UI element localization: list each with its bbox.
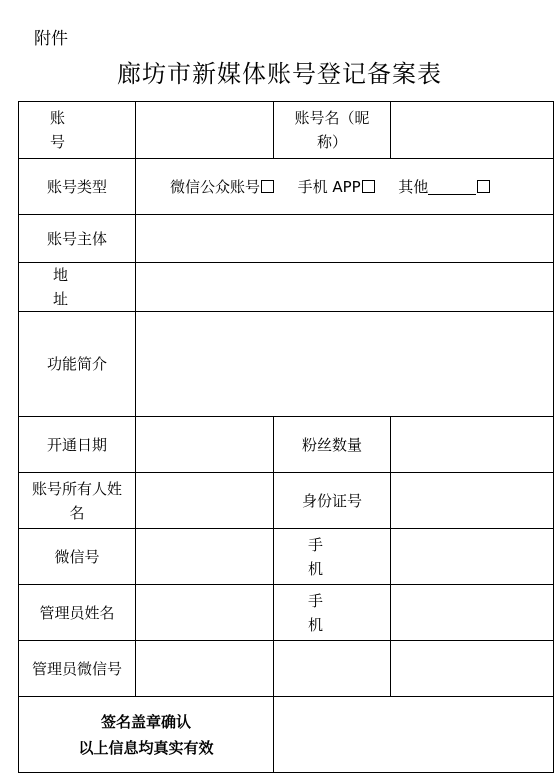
admin-wechat-label: 管理员微信号 [19, 641, 136, 697]
function-label: 功能简介 [19, 312, 136, 417]
account-owner-label: 账号主体 [19, 215, 136, 263]
account-field[interactable] [136, 102, 274, 159]
wechat-id-field[interactable] [136, 529, 274, 585]
open-date-label: 开通日期 [19, 417, 136, 473]
other-checkbox[interactable] [477, 180, 490, 193]
id-number-field[interactable] [391, 473, 554, 529]
empty-label-cell [274, 641, 391, 697]
page-title: 廊坊市新媒体账号登记备案表 [117, 60, 442, 88]
address-label: 地 址 [19, 263, 136, 312]
app-checkbox[interactable] [362, 180, 375, 193]
fans-field[interactable] [391, 417, 554, 473]
option-app-label: 手机 APP [297, 177, 361, 196]
account-name-field[interactable] [391, 102, 554, 159]
address-field[interactable] [136, 263, 554, 312]
id-number-label: 身份证号 [274, 473, 391, 529]
admin-name-label: 管理员姓名 [19, 585, 136, 641]
admin-phone-field[interactable] [391, 585, 554, 641]
account-owner-field[interactable] [136, 215, 554, 263]
admin-wechat-field[interactable] [136, 641, 274, 697]
signature-field[interactable] [274, 697, 554, 773]
account-label: 账 号 [19, 102, 136, 159]
function-field[interactable] [136, 312, 554, 417]
fans-label: 粉丝数量 [274, 417, 391, 473]
owner-name-field[interactable] [136, 473, 274, 529]
account-type-label: 账号类型 [19, 159, 136, 215]
account-name-label: 账号名（昵称） [274, 102, 391, 159]
signature-line-2: 以上信息均真实有效 [78, 738, 214, 757]
empty-value-cell[interactable] [391, 641, 554, 697]
phone-label: 手 机 [274, 529, 391, 585]
wechat-checkbox[interactable] [261, 180, 274, 193]
option-other-label: 其他 [398, 177, 429, 196]
admin-phone-label: 手 机 [274, 585, 391, 641]
attachment-label: 附件 [34, 29, 68, 49]
registration-table [18, 101, 554, 773]
account-type-options [136, 159, 554, 215]
option-wechat-label: 微信公众账号 [170, 177, 261, 196]
signature-line-1: 签名盖章确认 [100, 712, 191, 731]
other-blank-line[interactable] [428, 178, 476, 195]
phone-field[interactable] [391, 529, 554, 585]
open-date-field[interactable] [136, 417, 274, 473]
owner-name-label: 账号所有人姓 名 [19, 473, 136, 529]
signature-label [19, 697, 274, 773]
wechat-id-label: 微信号 [19, 529, 136, 585]
admin-name-field[interactable] [136, 585, 274, 641]
